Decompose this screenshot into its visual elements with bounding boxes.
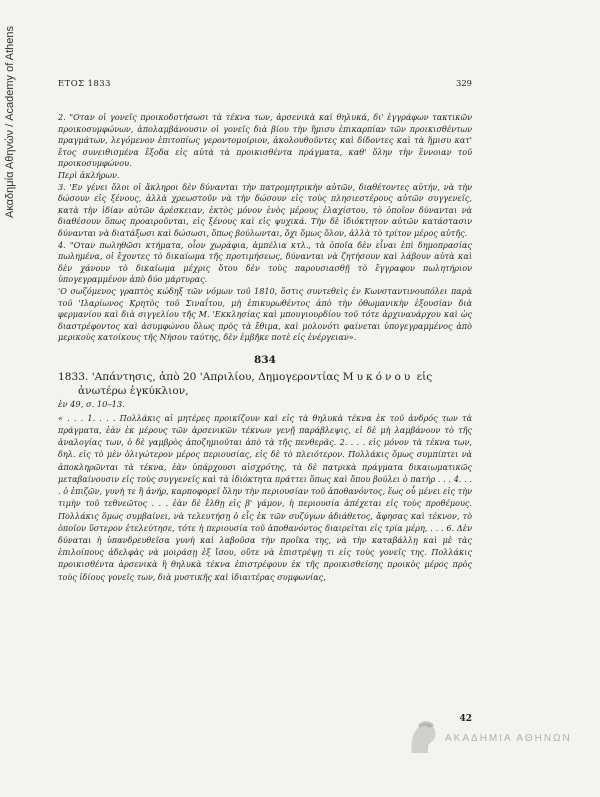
top-text-block — [58, 112, 472, 344]
running-head-year: ΕΤΟΣ 1833 — [58, 78, 111, 88]
page-number: 42 — [459, 714, 472, 724]
section-heading-akliron: Περὶ ἀκλήρων. — [58, 169, 120, 180]
athena-head-icon — [404, 719, 440, 757]
entry-title-b: εἰς — [416, 370, 433, 383]
academy-watermark — [404, 718, 574, 758]
archive-side-label: Ακαδημία Αθηνών / Academy of Athens — [4, 26, 16, 219]
paragraph-3: 3. 'Εν γένει ὅλοι οἱ ἄκληροι δὲν δύνανται τὴν πατρομητρικὴν αὐτῶν, διαθέτοντες αὐτήν, νὰ τὴν δώσουν εἰς ξένους, ἀλλὰ χρεωστοῦν νὰ τὴν δώσουν εἰς τοὺς πλησιεστέρους αὐτῶν συγγενεῖς, κατὰ τὴν ἰδίαν αὐτῶν ἀρέσκειαν, ἐκτὸς μόνον ἑνὸς μέρους ἐλαχίστου, τὸ ὁποῖον δύνανται νὰ διαθέσουν ὅπως προαιροῦνται, εἰς ξένους καὶ εἰς ψυχικά. Τὴν δὲ ἰδιόκτητον αὐτῶν κατάστασιν δύνανται νὰ διατάξωσι καὶ δώσωσι, ὅπως βούλωνται, ὄχι ὅμως ὅλον, ἀλλὰ τὸ τρίτον μέρος αὐτῆς. — [58, 181, 472, 238]
entry-title-a: 'Απάντησις, ἀπὸ 20 'Απριλίου, Δημογεροντίας — [91, 370, 340, 383]
entry-place: Μυκόνου — [342, 370, 414, 383]
entry-year: 1833. — [58, 370, 89, 383]
paragraph-4: 4. "Οταν πωληθῶσι κτήματα, οἷον χωράφια, ἀμπέλια κτλ., τὰ ὁποῖα δὲν εἶναι ἐπὶ δημοπρασίας πωλημένα, οἱ ἔχοντες τὸ δικαίωμα τῆς προτιμήσεως, δύνανται νὰ ζητήσουν καὶ λάβουν αὐτὰ καὶ δὲν χάνουν τὸ δικαίωμα μέχρις ὅτου δὲν τοὺς παρουσιασθῇ τὸ ἔγγραφον πωλητήριον ὑπογεγραμμένον ἀπὸ δύο μάρτυρας. — [58, 239, 472, 285]
bottom-text-block: « . . . 1. . . . Πολλάκις αἱ μητέρες προικίζουν καὶ εἰς τὰ θηλυκὰ τέκνα ἐκ τοῦ ἀνδρός των τὰ πράγματα, ἐὰν ἐκ μέρους τῶν ἀρσενικῶν τέκνων γενῇ παράβλεψις, εἰ δὲ μὴ λαμβάνουν τὸ τῆς ἀναλογίας των, ὁ δὲ γαμβρὸς ἀποζημιοῦται ἀπὸ τὰ τῆς πενθερᾶς. 2. . . . εἰς μόνον τὰ τέκνα των, δηλ. εἰς τὸ μὲν ὀλιγώτερον μέρος περιουσίας, εἰς δὲ τὸ πλειότερον. Πολλάκις ὅμως συμπίπτει νὰ ἀποκληρῶνται τὰ τέκνα, ἐὰν ὑπάρχουσι αἰσχρότης, τὰ δὲ πατρικὰ πράγματα δικαιωματικῶς μεταβαίνουσιν εἰς τοὺς συγγενεῖς καὶ τὰ ἰδιόκτητα πράττει ὅπως καὶ ὅπου βούλει ὁ πατήρ . . . 4. . . . ὁ ἐπιζῶν, γυνὴ τε ἢ ἀνήρ, καρποφορεῖ ὅλην τὴν περιουσίαν τοῦ ἀποθανόντος, ἕως οὗ μένει εἰς τὴν τιμὴν τοῦ τεθνεῶτος . . . ἐὰν δὲ ἔλθῃ εἰς β' γάμον, ἡ περιουσία ἀπέχεται εἰς τοὺς προθέμους. Πολλάκις ὅμως συμβαίνει, νὰ τελευτήσῃ ὁ εἷς ἐκ τῶν συζύγων ἀδιάθετος, ἄφησας καὶ τέκνον, τὸ ὁποῖον ὕστερον ἐτελεύτησε, τότε ἡ περιουσία τοῦ ἀποθανόντος διαιρεῖται εἰς τρία μέρη, . . . 6. Δὲν δύναται ἡ ὑπανδρευθεῖσα γυνὴ καὶ λαβοῦσα τὴν προῖκα της, νὰ τὴν καταβάλλῃ καὶ μὲ τὰς ἐπιλοίπους ἀδελφὰς νὰ μοιράσῃ ἐξ ἴσου, οὔτε νὰ ἐπιστρέψῃ τι εἰς τοὺς γονεῖς της. Πολλάκις προικισθέντα ἀρσενικὰ ἢ θηλυκὰ τέκνα ἐπιστρέφουν ἐκ τῆς προικισθείσης προικὸς μέρος πρὸς τοὺς ἰδίους γονεῖς των, διὰ μυστικῆς καὶ ἰδιαιτέρας συμφωνίας, — [58, 412, 472, 582]
entry-heading — [58, 370, 472, 398]
document-page — [58, 78, 472, 724]
watermark-text: ΑΚΑΔΗΜΙΑ ΑΘΗΝΩΝ — [445, 732, 572, 744]
paragraph-codex-note: 'Ο σωζόμενος γραπτὸς κώδηξ τῶν νόμων τοῦ 1810, ὅστις συντεθεὶς ἐν Κωνσταντινουπόλει παρὰ τοῦ 'Ιλαρίωνος Κρητὸς τοῦ Σιναΐτου, μὴ ἐπικυρωθέντος ἀπὸ τὴν ὀθωμανικὴν ἐξουσίαν διὰ φερμανίου καὶ διὰ σιγγελίου τῆς Μ. 'Εκκλησίας καὶ μπουγιουρδίου τοῦ τότε ἀρχιναυάρχου καὶ ὡς διαστρέφοντος καὶ ἀσυμφώνου ὅλως πρὸς τὰ ἔθιμα, καὶ μολονότι φαίνεται ὑπογεγραμμένος ἀπὸ μερικοὺς κατοίκους τῆς Νήσου ταύτης, δὲν ἐμβῆκε ποτὲ εἰς ἐνέργειαν». — [58, 285, 472, 343]
entry-title-line2: ἀνωτέρω ἐγκύκλιον, — [78, 384, 189, 397]
running-head — [58, 78, 472, 92]
running-head-page: 329 — [456, 78, 472, 88]
entry-source: ἐν 49, σ. 10–13. — [58, 398, 125, 409]
entry-number: 834 — [254, 353, 276, 366]
paragraph-2: 2. "Οταν οἱ γονεῖς προικοδοτήσωσι τὰ τέκνα των, ἀρσενικὰ καὶ θηλυκά, δι' ἐγγράφων τακτικῶν προικοσυμφώνων, ἀπολαμβάνουσιν οἱ γονεῖς διὰ βίου τὴν ἥμισυ ἐπικαρπίαν τῶν προικισθέντων πραγμάτων, λεγόμενον ἐπιτοπίως γεροντομοίριον, ἀκολουθοῦντες καὶ δίδοντες καὶ τὰ ἥμισυ κατ' ἔτος συνειθισμένα ἔξοδα εἰς αὐτὰ τὰ προικισθέντα πράγματα, καθ' ὅλην τὴν ἔννοιαν τοῦ προικοσυμφώνου. — [58, 112, 472, 169]
